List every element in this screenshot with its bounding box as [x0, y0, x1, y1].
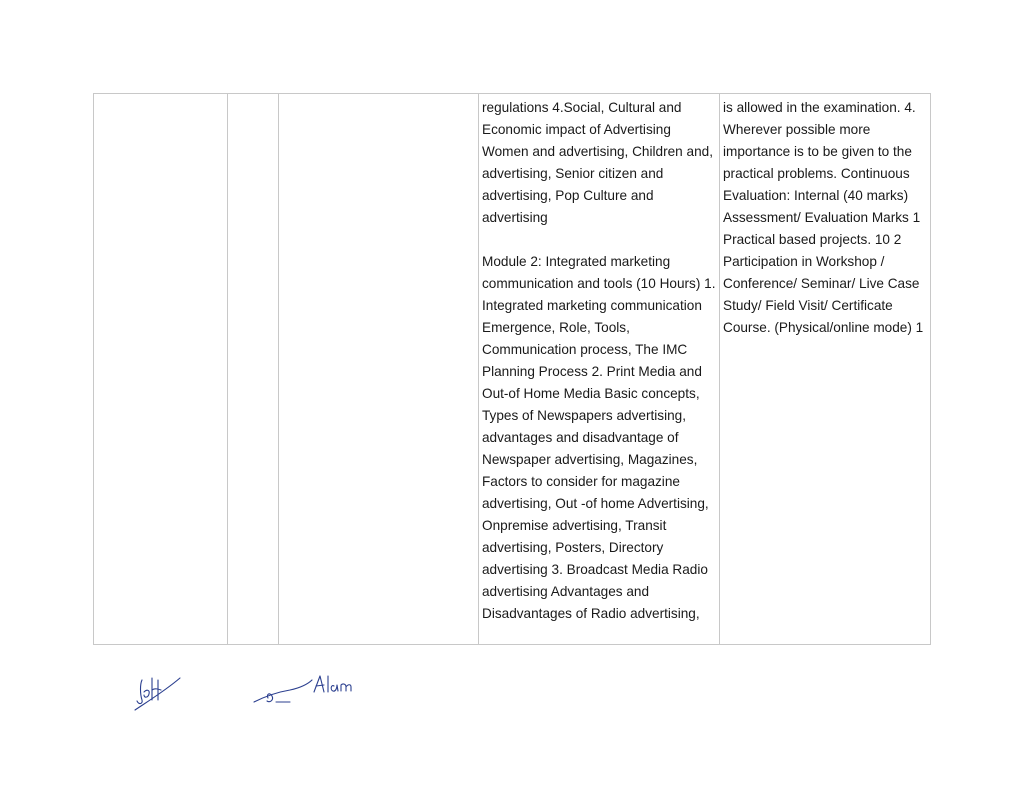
evaluation-cell	[720, 94, 931, 645]
table-cell-3	[279, 94, 479, 645]
table-cell-1	[94, 94, 228, 645]
table-row	[94, 94, 931, 645]
course-content-paragraph-1: regulations 4.Social, Cultural and Economic impact of Advertising Women and advertising, Children and, advertising, Senior citizen and advertising, Pop Culture and advertising	[482, 100, 713, 225]
evaluation-text: is allowed in the examination. 4. Wherever possible more importance is to be given to the practical problems. Continuous Evaluation: Internal (40 marks) Assessment/ Evaluation Marks 1 Practical based projects. 10 2 Participation in Workshop / Conference/ Seminar/ Live Case Study/ Field Visit/ Certificate Course. (Physical/online mode) 1	[723, 100, 924, 335]
signature-2-image	[250, 672, 360, 708]
table-cell-2	[228, 94, 279, 645]
syllabus-table	[93, 93, 931, 645]
paragraph-spacer	[482, 229, 716, 251]
course-content-paragraph-2: Module 2: Integrated marketing communication and tools (10 Hours) 1. Integrated marketing communication Emergence, Role, Tools, Communication process, The IMC Planning Process 2. Print Media and Out-of Home Media Basic concepts, Types of Newspapers advertising, advantages and disadvantage of Newspaper advertising, Magazines, Factors to consider for magazine advertising, Out -of home Advertising, Onpremise advertising, Transit advertising, Posters, Directory advertising 3. Broadcast Media Radio advertising Advantages and Disadvantages of Radio advertising,	[482, 254, 716, 621]
course-content-cell	[479, 94, 720, 645]
signature-1-image	[130, 670, 190, 718]
